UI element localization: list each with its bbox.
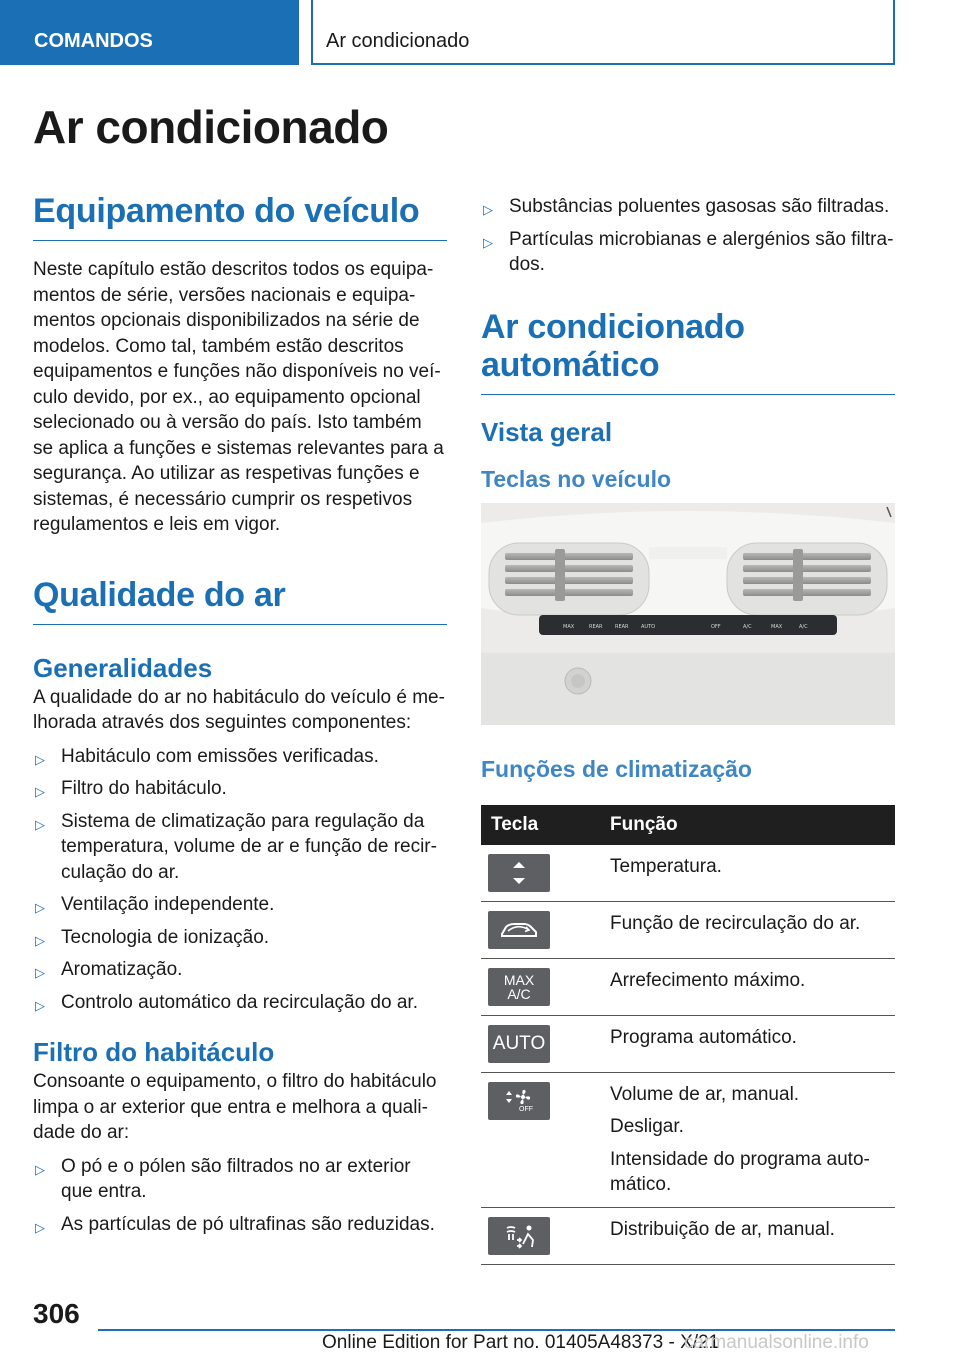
function-description: Programa automático. [610, 1026, 797, 1048]
svg-text:MAX: MAX [771, 623, 783, 630]
air-quality-text: A qualidade do ar no habitáculo do veículo é melhorada através dos seguintes componentes: [33, 686, 445, 733]
air-distribution-icon [488, 1217, 550, 1255]
list-item: ▷ Habitáculo com emissões verificadas. [33, 744, 447, 770]
list-item: ▷ As partículas de pó ultrafinas são reduzidas. [33, 1212, 447, 1238]
vehicle-buttons-heading: Teclas no veículo [481, 465, 672, 492]
cabin-filter-list [33, 1154, 447, 1238]
triangle-bullet-icon: ▷ [35, 1161, 45, 1177]
function-description: Temperatura. [610, 855, 722, 877]
function-description: Volume de ar, manual. [610, 1083, 800, 1105]
climate-functions-table [481, 805, 895, 1265]
function-description: Função de recirculação do ar. [610, 912, 861, 934]
list-item: ▷ Filtro do habitáculo. [33, 776, 447, 802]
auto-icon [488, 1025, 550, 1063]
function-description: Distribuição de ar, manual. [610, 1218, 835, 1240]
temperature-arrows-icon [488, 854, 550, 892]
right-column [481, 192, 895, 1265]
recirculation-car-icon [488, 911, 550, 949]
chapter-title-box: Ar condicionado [311, 0, 895, 65]
function-description: Intensidade do programa automático. [610, 1148, 870, 1195]
equipment-heading: Equipamento do veículo [33, 192, 447, 241]
left-column [33, 192, 447, 1244]
filter-list-continued [481, 194, 895, 278]
climate-control-panel-image [481, 503, 895, 725]
triangle-bullet-icon: ▷ [35, 1219, 45, 1235]
svg-text:A/C: A/C [799, 623, 808, 630]
triangle-bullet-icon: ▷ [483, 234, 493, 250]
overview-heading: Vista geral [481, 416, 613, 447]
section-tab: COMANDOS [0, 0, 299, 65]
list-item: ▷ Substâncias poluentes gasosas são filtradas. [481, 194, 895, 220]
triangle-bullet-icon: ▷ [35, 900, 45, 915]
table-row [481, 1207, 895, 1264]
fan-off-icon [488, 1082, 550, 1120]
general-subheading: Generalidades [33, 652, 213, 683]
list-item: ▷ O pó e o pólen são filtrados no ar exterior que entra. [35, 1155, 411, 1202]
automatic-ac-heading: Ar condicionado automático [481, 308, 895, 395]
list-item: ▷ Aromatização. [33, 957, 447, 983]
list-item: ▷ Controlo automático da recirculação do ar. [33, 990, 447, 1016]
triangle-bullet-icon: ▷ [35, 965, 45, 980]
key-label: MAX A/C [503, 971, 535, 1002]
equipment-text: Neste capítulo estão descritos todos os equipamentos de série, versões nacionais e equipamentos opcionais disponibilizados na série de modelos. Como tal, também estão descritos equipamentos e funções não disponíveis no veículo devido, por ex., ao equipamento opcional selecionado ou à versão do país. Isto também se aplica a funções e sistemas relevantes para a segurança. Ao utilizar as respetivas funções e sistemas, é necessário cumprir os respetivos regulamentos e leis em vigor. [33, 259, 444, 535]
edition-footer: Online Edition for Part no. 01405A48373 - X/21 [322, 1332, 720, 1353]
air-quality-heading: Qualidade do ar [33, 576, 447, 625]
table-row [481, 958, 895, 1015]
table-row [481, 1072, 895, 1207]
table-row [481, 845, 895, 902]
svg-text:MAX: MAX [563, 623, 575, 630]
table-row [481, 901, 895, 958]
key-label: AUTO [492, 1032, 546, 1054]
list-item: ▷ Partículas microbianas e alergénios são filtrados. [483, 228, 894, 275]
svg-text:OFF: OFF [711, 623, 721, 630]
list-item: ▷ Tecnologia de ionização. [33, 925, 447, 951]
table-header-row [481, 805, 895, 845]
function-description: Arrefecimento máximo. [610, 969, 806, 991]
column-header-function: Função [610, 805, 895, 845]
triangle-bullet-icon: ▷ [35, 932, 45, 948]
triangle-bullet-icon: ▷ [35, 751, 45, 767]
svg-text:REAR: REAR [589, 623, 603, 630]
cabin-filter-text: Consoante o equipamento, o filtro do habitáculo limpa o ar exterior que entra e melhora a qualidade do ar: [33, 1071, 437, 1143]
page-title: Ar condicionado [33, 101, 389, 153]
climate-functions-heading: Funções de climatização [481, 755, 752, 782]
svg-text:REAR: REAR [615, 623, 629, 630]
list-item: ▷ Sistema de climatização para regulação da temperatura, volume de ar e função de recirculação do ar. [35, 810, 437, 883]
max-ac-icon [488, 968, 550, 1006]
triangle-bullet-icon: ▷ [483, 202, 493, 217]
list-item: ▷ Ventilação independente. [33, 892, 447, 918]
svg-text:AUTO: AUTO [641, 623, 656, 630]
triangle-bullet-icon: ▷ [35, 997, 45, 1013]
page-number: 306 [33, 1298, 80, 1329]
air-quality-list [33, 744, 447, 1016]
cabin-filter-heading: Filtro do habitáculo [33, 1037, 275, 1067]
column-header-key: Tecla [481, 805, 610, 845]
function-description: Desligar. [610, 1116, 684, 1137]
table-row [481, 1015, 895, 1072]
key-label: OFF [519, 1106, 533, 1113]
watermark: carmanualsonline.info [684, 1332, 869, 1353]
footer-rule [98, 1329, 895, 1331]
triangle-bullet-icon: ▷ [35, 784, 45, 799]
svg-text:A/C: A/C [743, 623, 752, 630]
triangle-bullet-icon: ▷ [35, 816, 45, 832]
climate-panel-photo [481, 503, 895, 725]
